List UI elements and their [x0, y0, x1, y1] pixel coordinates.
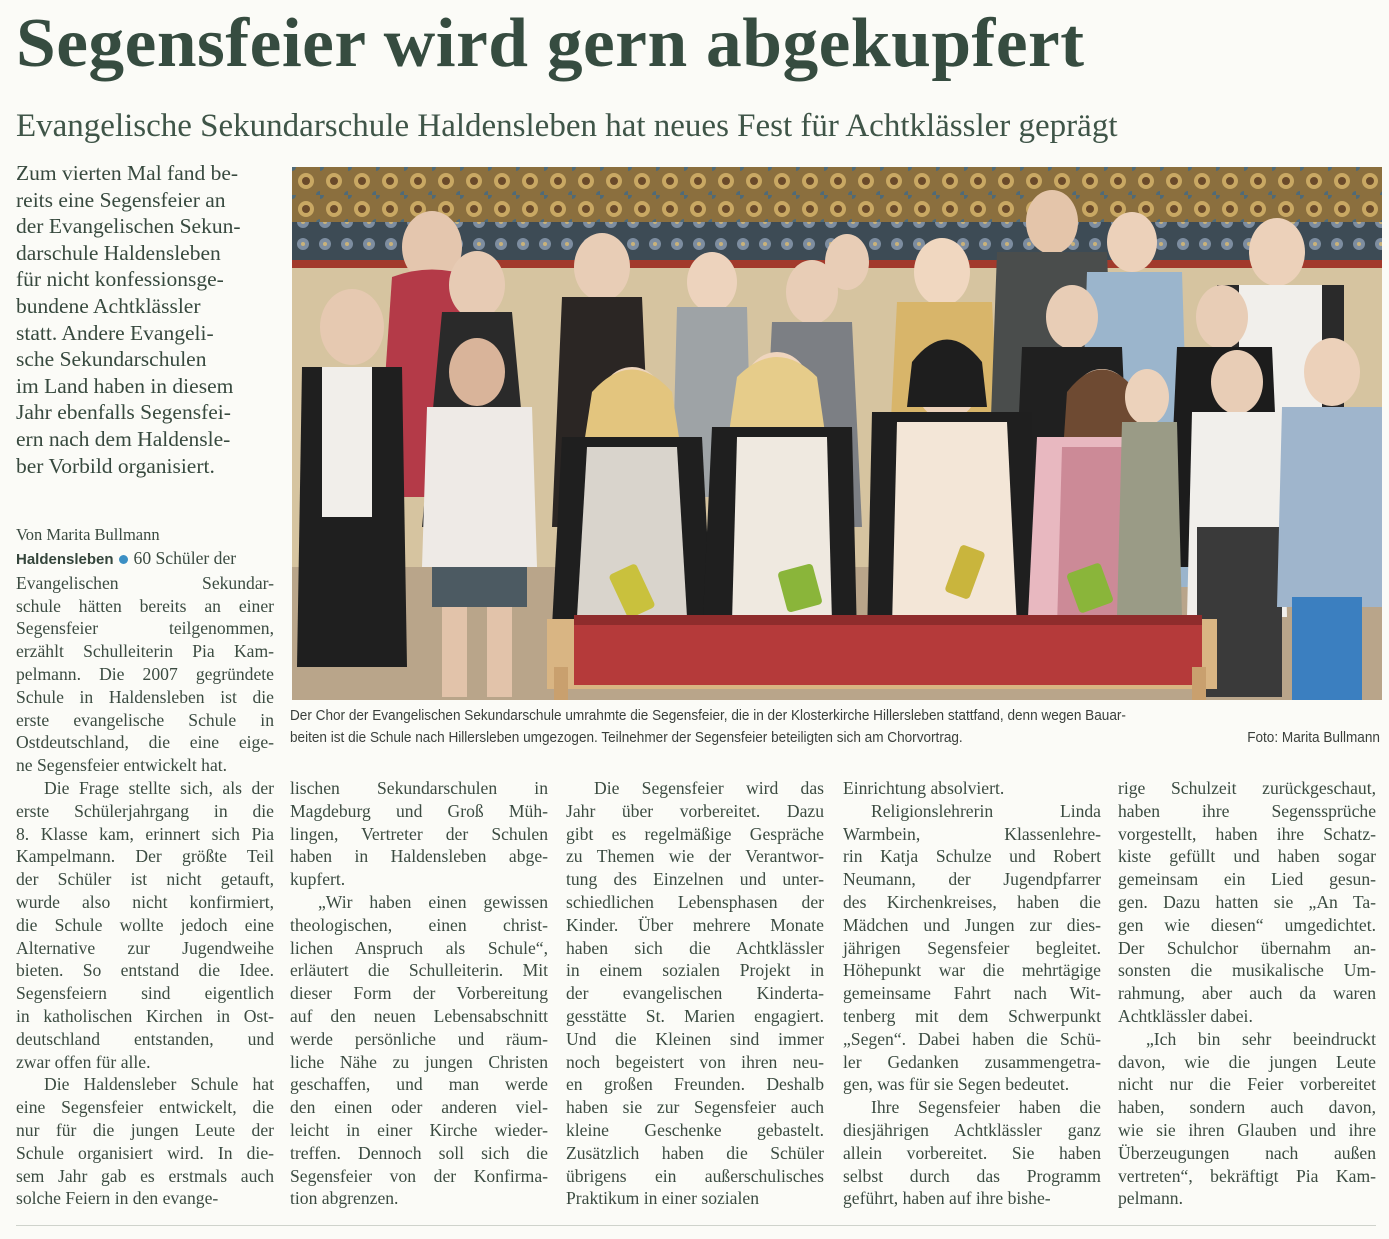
lead-line: ber Vorbild organisiert.	[16, 453, 215, 478]
text-line: deutschland entstanden, und	[16, 1028, 274, 1049]
text-line: in katholischen Kirchen in Ost-	[16, 1005, 274, 1026]
photo-caption	[290, 705, 1380, 749]
text-line: Mädchen und Jungen zur dies-	[843, 914, 1101, 935]
text-line: Neumann, der Jugendpfarrer	[843, 869, 1101, 890]
text-line: Die Frage stellte sich, als der	[44, 777, 274, 798]
paragraph	[290, 891, 548, 1210]
lead-line: Zum vierten Mal fand be-	[16, 161, 239, 185]
text-line: „Ich bin sehr beeindruckt	[1146, 1028, 1376, 1049]
lead-line: im Land haben in diesem	[16, 373, 234, 398]
dateline: Haldensleben	[16, 551, 114, 568]
text-line: gemeinsam ein Lied gesun-	[1118, 869, 1376, 890]
text-line: selbst durch das Programm	[843, 1165, 1101, 1186]
text-line: gen wie diesen“ umgedichtet.	[1118, 914, 1376, 935]
article-column-2	[290, 777, 548, 1210]
text-line: lichen Anspruch als Schule“,	[290, 937, 548, 958]
text-line: solche Feiern in den evange-	[16, 1188, 219, 1209]
text-line: geschaffen, und man werde	[290, 1074, 548, 1095]
text-line: schiedlichen Lebensphasen der	[566, 891, 824, 912]
text-line: Überzeugungen nach außen	[1118, 1142, 1376, 1163]
text-line: der Schüler ist nicht getauft,	[16, 869, 274, 890]
text-line: noch begeistert von ihren neu-	[566, 1051, 824, 1072]
paragraph	[566, 777, 824, 1210]
text-line: Segensfeiern sind eigentlich	[16, 983, 274, 1004]
text-line: davon, wie die jungen Leute	[1118, 1051, 1376, 1072]
text-line: erläutert die Schulleiterin. Mit	[290, 960, 548, 981]
text-line: rin Katja Schulze und Robert	[843, 846, 1101, 867]
lead-line: bundene Achtklässler	[16, 293, 201, 318]
text-line: pelmann. Die 2007 gegründete	[16, 663, 274, 684]
bottom-rule	[16, 1225, 1376, 1226]
paragraph	[843, 1096, 1101, 1210]
text-line: vertreten“, bekräftigt Pia Kam-	[1118, 1165, 1376, 1186]
subheadline: Evangelische Sekundarschule Haldensleben hat neues Fest für Achtklässler geprägt	[16, 108, 1118, 144]
text-line: „Segen“. Dabei haben die Schü-	[843, 1028, 1101, 1049]
text-line: der evangelischen Kinderta-	[566, 983, 824, 1004]
text-line: haben in Haldensleben abge-	[290, 846, 548, 867]
text-line: ler Gedanken zusammengetra-	[843, 1051, 1101, 1072]
choir-photo	[292, 167, 1382, 700]
text-line: haben ihre Segenssprüche	[1118, 800, 1376, 821]
lead-line: Jahr ebenfalls Segensfei-	[16, 400, 231, 425]
paragraph	[16, 547, 274, 777]
article-column-4	[843, 777, 1101, 1210]
text-line: werde persönliche und räum-	[290, 1028, 548, 1049]
text-line: tung des Einzelnen und unter-	[566, 869, 824, 890]
text-line: rahmung, aber auch da waren	[1118, 983, 1376, 1004]
text-line: treffen. Dennoch soll sich die	[290, 1142, 548, 1163]
text-line: leicht in einer Kirche wieder-	[290, 1119, 548, 1140]
text-line: tenberg mit dem Schwerpunkt	[843, 1005, 1101, 1026]
text-line: Und die Kleinen sind immer	[566, 1028, 824, 1049]
paragraph	[16, 1073, 274, 1210]
text-line: ne Segensfeier entwickelt hat.	[16, 755, 228, 776]
text-line: Religionslehrerin Linda	[871, 800, 1101, 821]
text-line: wurde also nicht konfirmiert,	[16, 891, 274, 912]
text-line: Kampelmann. Der größte Teil	[16, 846, 274, 867]
text-line: kleine Geschenke gebastelt.	[566, 1119, 824, 1140]
text-line: gibt es regelmäßige Gespräche	[566, 823, 824, 844]
text-line: bieten. So entstand die Idee.	[16, 960, 274, 981]
text-line: schule hätten bereits an einer	[16, 595, 274, 616]
text-line: 8. Klasse kam, erinnert sich Pia	[16, 823, 274, 844]
text-line: liche Nähe zu jungen Christen	[290, 1051, 548, 1072]
text-line: gen, was für sie Segen bedeutet.	[843, 1074, 1070, 1095]
text-line: Der Schulchor übernahm an-	[1118, 937, 1376, 958]
text-line: gen. Dazu hatten sie „An Ta-	[1118, 891, 1376, 912]
text-line: geführt, haben auf ihre bishe-	[843, 1188, 1051, 1209]
paragraph	[1118, 777, 1376, 1028]
text-line: gesstätte St. Marien engagiert.	[566, 1005, 824, 1026]
text-line: zu Themen wie der Verantwor-	[566, 846, 824, 867]
text-line: zwar offen für alle.	[16, 1051, 151, 1072]
text-line: sem Jahr gab es erstmals auch	[16, 1165, 274, 1186]
text-line: haben sich die Achtklässler	[566, 937, 824, 958]
text-line: Segensfeier von der Konfirma-	[290, 1165, 548, 1186]
text-line: nicht nur die Feier vorbereitet	[1118, 1074, 1376, 1095]
caption-line-1: Der Chor der Evangelischen Sekundarschule umrahmte die Segensfeier, die in der Klosterkirche Hillersleben stattfand, denn wegen Bauar-	[290, 708, 1126, 724]
text-line: erste Schülerjahrgang in die	[16, 800, 274, 821]
text-line: dieser Form der Vorbereitung	[290, 983, 548, 1004]
lead-line: statt. Andere Evangeli-	[16, 320, 214, 345]
byline: Von Marita Bullmann	[16, 525, 160, 544]
text-line: Praktikum in einer sozialen	[566, 1188, 759, 1209]
text-line: wie sie ihren Glauben und ihre	[1118, 1119, 1376, 1140]
text-line: rige Schulzeit zurückgeschaut,	[1118, 778, 1376, 798]
text-line: Segensfeier teilgenommen,	[16, 618, 274, 639]
lead-line: sche Sekundarschulen	[16, 347, 207, 372]
text-line: vorgestellt, haben ihre Schatz-	[1118, 823, 1376, 844]
paragraph	[843, 800, 1101, 1096]
text-line: allein vorbereitet. Sie haben	[843, 1142, 1101, 1163]
text-line: kiste gefüllt und haben sogar	[1118, 846, 1376, 867]
text-line: Magdeburg und Groß Müh-	[290, 800, 548, 821]
text-line: gemeinsame Fahrt nach Wit-	[843, 983, 1101, 1004]
text-line: den einen oder anderen viel-	[290, 1097, 548, 1118]
text-line: die Schule wollte jedoch eine	[16, 914, 274, 935]
text-line: auf den neuen Lebensabschnitt	[290, 1005, 548, 1026]
text-line: Schule in Haldensleben ist die	[16, 686, 274, 707]
lead-line: der Evangelischen Sekun-	[16, 214, 241, 239]
text-line: Evangelischen Sekundar-	[16, 572, 274, 593]
text-line: Kinder. Über mehrere Monate	[566, 914, 824, 935]
article-column-5	[1118, 777, 1376, 1210]
text-line: Schule organisiert wird. In die-	[16, 1142, 274, 1163]
paragraph	[843, 777, 1101, 800]
paragraph	[16, 777, 274, 1073]
paragraph	[290, 777, 548, 891]
text-line: Die Haldensleber Schule hat	[44, 1074, 274, 1095]
text-line: haben, sondern auch davon,	[1118, 1097, 1376, 1118]
text-line: lischen Sekundarschulen in	[290, 778, 548, 798]
text-line: Warmbein, Klassenlehre-	[843, 823, 1101, 844]
caption-line-2: beiten ist die Schule nach Hillersleben umgezogen. Teilnehmer der Segensfeier beteiligten sich am Chorvortrag.	[290, 730, 963, 746]
text-line: diesjährigen Achtklässler ganz	[843, 1119, 1101, 1140]
text-line: Ihre Segensfeier haben die	[871, 1097, 1101, 1118]
text-line: eine Segensfeier entwickelt, die	[16, 1097, 274, 1118]
text-line: jährigen Segensfeier begleitet.	[843, 937, 1101, 958]
text-line: Höhepunkt war die mehrtägige	[843, 960, 1101, 981]
article-column-3	[566, 777, 824, 1210]
text-line: Ostdeutschland, die eine eige-	[16, 732, 274, 753]
text-line: Achtklässler dabei.	[1118, 1005, 1253, 1026]
lead-line: darschule Haldensleben	[16, 240, 221, 265]
photo-credit: Foto: Marita Bullmann	[1247, 730, 1380, 746]
text-line: kupfert.	[290, 869, 346, 890]
text-line: Alternative zur Jugendweihe	[16, 937, 274, 958]
paragraph	[1118, 1028, 1376, 1210]
lead-paragraph	[16, 160, 276, 479]
text-line: lingen, Vertreter der Schulen	[290, 823, 548, 844]
text-line: nur für die jungen Leute der	[16, 1119, 274, 1140]
text-line: übrigens ein außerschulisches	[566, 1165, 824, 1186]
text-line: Einrichtung absolviert.	[843, 778, 1005, 798]
text-line: Die Segensfeier wird das	[594, 778, 824, 798]
text-line: pelmann.	[1118, 1188, 1183, 1209]
lead-line: reits eine Segensfeier an	[16, 187, 226, 212]
text-line: „Wir haben einen gewissen	[318, 891, 548, 912]
text-line: Zusätzlich haben die Schüler	[566, 1142, 824, 1163]
text-line: theologischen, einen christ-	[290, 914, 548, 935]
text-line: in einem sozialen Projekt in	[566, 960, 824, 981]
text-line: tion abgrenzen.	[290, 1188, 399, 1209]
headline: Segensfeier wird gern abgekupfert	[16, 5, 1085, 82]
article-column-1	[16, 547, 274, 1210]
lead-line: ern nach dem Haldensle-	[16, 426, 231, 451]
bullet-dot-icon	[119, 555, 128, 564]
text-line: erzählt Schulleiterin Pia Kam-	[16, 641, 274, 662]
text-line: sonsten die musikalische Um-	[1118, 960, 1376, 981]
text-line: erste evangelische Schule in	[16, 709, 274, 730]
choir-photo-image	[292, 167, 1382, 700]
text-line: des Kirchenkreises, haben die	[843, 891, 1101, 912]
text-line: haben sie zur Segensfeier auch	[566, 1097, 824, 1118]
text-line: Jahr über vorbereitet. Dazu	[566, 800, 824, 821]
lead-line: für nicht konfessionsge-	[16, 267, 224, 292]
text-line: en großen Freunden. Deshalb	[566, 1074, 824, 1095]
text-line: Haldensleben 60 Schüler der	[16, 548, 237, 568]
